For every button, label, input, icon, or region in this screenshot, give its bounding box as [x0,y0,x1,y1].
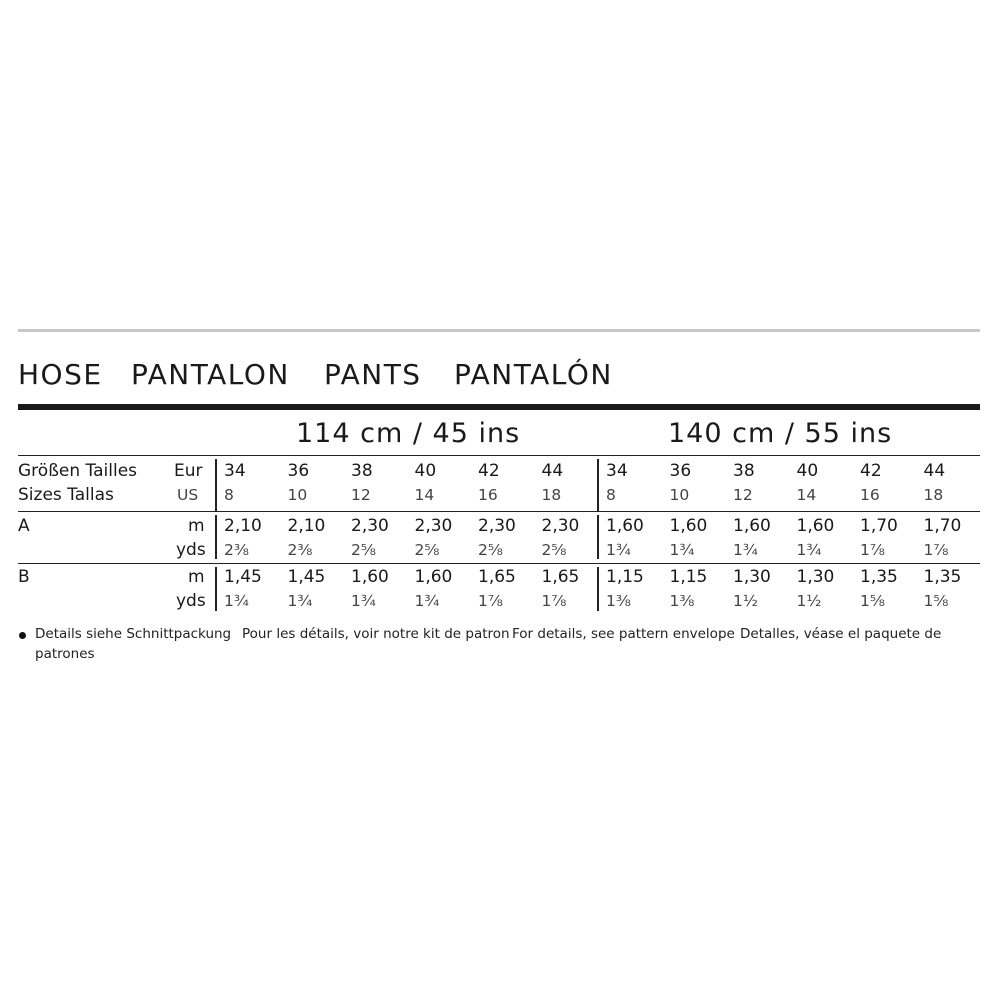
footnote-en: For details, see pattern envelope [512,626,735,642]
eur-size-w114: 42 [478,461,500,481]
yards-cell: 1½ [796,592,822,610]
yards-cell: 1⅜ [606,592,631,610]
meters-cell: 1,65 [541,567,580,587]
meters-cell: 1,45 [287,567,326,587]
eur-size-w114: 34 [224,461,246,481]
meters-cell: 2,30 [478,516,516,536]
title-underline [18,404,980,410]
meters-cell: 1,35 [860,567,898,587]
meters-cell: 1,65 [478,567,516,587]
meters-cell: 1,60 [669,516,708,536]
us-size-w140: 14 [796,486,817,504]
eur-size-w114: 38 [351,461,373,481]
view-divider [18,563,980,564]
us-size-w140: 18 [923,486,944,504]
yards-cell: 1¾ [733,541,758,559]
title-de: HOSE [18,358,103,391]
yards-cell: 2⅜ [224,541,249,559]
meters-cell: 1,35 [923,567,962,587]
yards-cell: 1¾ [796,541,822,559]
title-es: PANTALÓN [454,358,613,391]
meters-cell: 1,60 [796,516,835,536]
meters-cell: 1,45 [224,567,262,587]
header-divider [18,455,980,456]
yards-cell: 1¾ [606,541,631,559]
eur-size-w140: 34 [606,461,628,481]
vline-b-left [215,567,217,611]
eur-size-w140: 38 [733,461,755,481]
yards-cell: 1¾ [351,592,376,610]
footnote-es-cont: patrones [35,646,95,662]
meters-cell: 1,30 [796,567,835,587]
vline-a-left [215,515,217,559]
eur-size-w140: 42 [860,461,882,481]
meters-cell: 2,30 [414,516,453,536]
us-size-w114: 10 [287,486,308,504]
us-label: US [177,486,199,504]
us-size-w140: 12 [733,486,753,504]
eur-label: Eur [174,461,203,481]
eur-size-w140: 40 [796,461,819,481]
meters-cell: 1,15 [669,567,708,587]
us-size-w140: 10 [669,486,690,504]
yards-cell: 1⅝ [923,592,949,610]
yards-cell: 1⅞ [860,541,885,559]
yards-cell: 1¾ [224,592,249,610]
yards-cell: 1½ [733,592,758,610]
yards-cell: 1¾ [669,541,695,559]
vline-a-mid [597,515,599,559]
us-size-w114: 18 [541,486,562,504]
unit-m-b: m [188,567,205,587]
meters-cell: 1,60 [414,567,453,587]
eur-size-w140: 36 [669,461,692,481]
yards-cell: 1⅞ [478,592,503,610]
view-a-label: A [18,516,30,536]
yards-cell: 2⅝ [478,541,503,559]
eur-size-w114: 36 [287,461,310,481]
eur-size-w140: 44 [923,461,946,481]
fabric-width-140: 140 cm / 55 ins [668,418,893,449]
meters-cell: 1,15 [606,567,644,587]
unit-m-a: m [188,516,205,536]
eur-size-w114: 40 [414,461,437,481]
footnote-es: Detalles, véase el paquete de [740,626,942,642]
bullet-icon [19,632,26,639]
yards-cell: 2⅜ [287,541,313,559]
top-divider [18,329,980,332]
fabric-width-114: 114 cm / 45 ins [296,418,521,449]
size-label-line1: Größen Tailles [18,461,138,481]
us-size-w114: 14 [414,486,435,504]
size-row-divider [18,511,980,512]
footnote-de: Details siehe Schnittpackung [35,626,232,642]
yards-cell: 1⅞ [541,592,567,610]
view-b-label: B [18,567,30,587]
yards-cell: 1¾ [414,592,440,610]
eur-size-w114: 44 [541,461,564,481]
yards-cell: 1⅞ [923,541,949,559]
yards-cell: 1¾ [287,592,313,610]
meters-cell: 1,70 [860,516,898,536]
meters-cell: 1,60 [351,567,389,587]
meters-cell: 2,10 [224,516,262,536]
vline-header-left [215,459,217,511]
meters-cell: 2,30 [541,516,580,536]
us-size-w140: 16 [860,486,880,504]
size-label-line2: Sizes Tallas [18,485,114,505]
title-fr: PANTALON [131,358,290,391]
yards-cell: 1⅜ [669,592,695,610]
us-size-w140: 8 [606,486,616,504]
unit-yds-b: yds [176,591,206,611]
meters-cell: 1,30 [733,567,771,587]
title-en: PANTS [324,358,422,391]
unit-yds-a: yds [176,540,206,560]
us-size-w114: 16 [478,486,498,504]
meters-cell: 1,60 [733,516,771,536]
yards-cell: 2⅝ [414,541,440,559]
yards-cell: 2⅝ [541,541,567,559]
footnote-fr: Pour les détails, voir notre kit de patron [242,626,510,642]
meters-cell: 1,60 [606,516,644,536]
yards-cell: 1⅝ [860,592,885,610]
yards-cell: 2⅝ [351,541,376,559]
us-size-w114: 12 [351,486,371,504]
meters-cell: 2,30 [351,516,389,536]
us-size-w114: 8 [224,486,234,504]
vline-b-mid [597,567,599,611]
meters-cell: 1,70 [923,516,962,536]
vline-header-mid [597,459,599,511]
meters-cell: 2,10 [287,516,326,536]
